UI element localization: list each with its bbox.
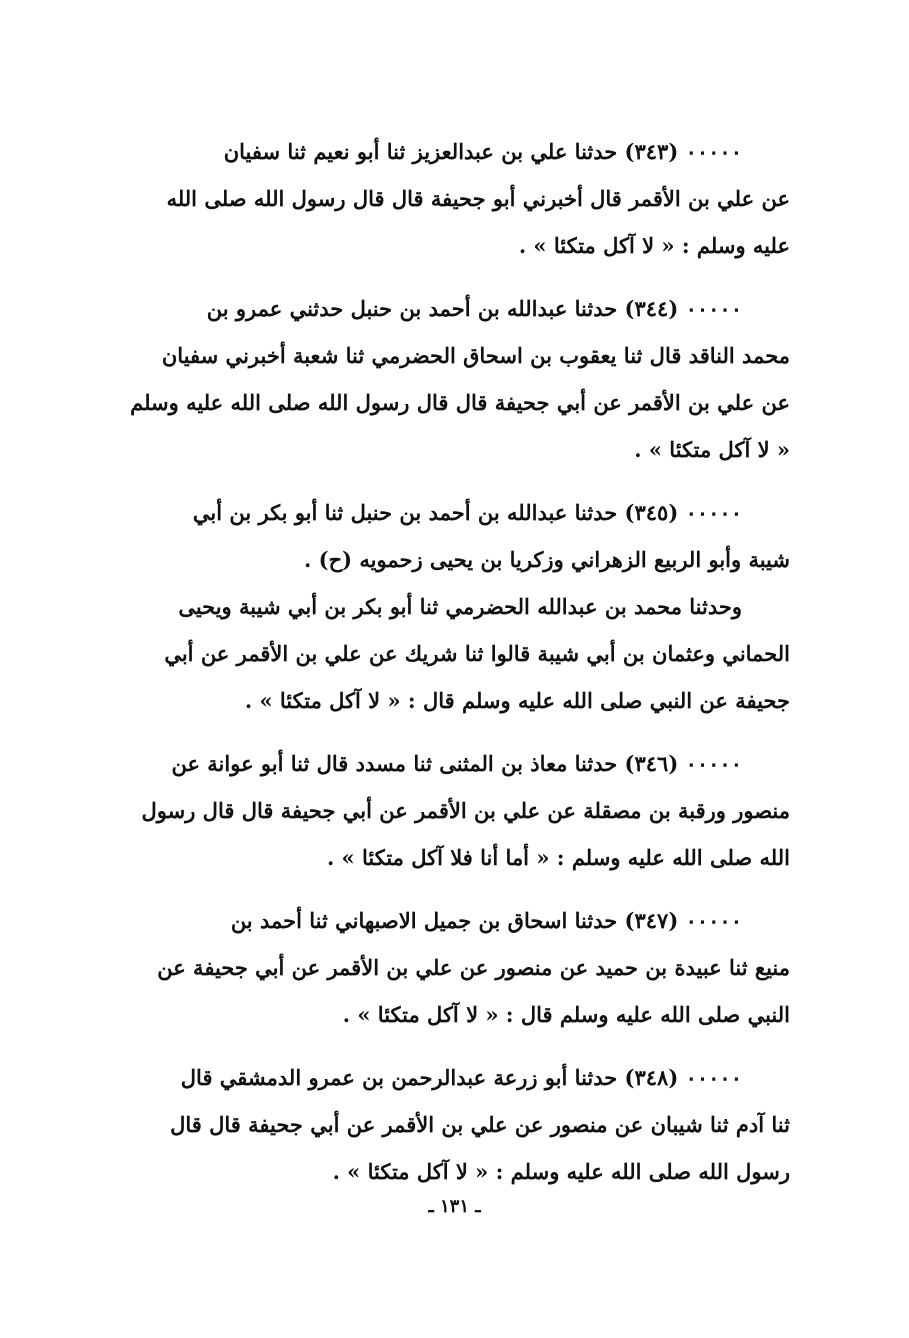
- text-line: عليه وسلم : « لا آكل متكئا » .: [518, 233, 790, 258]
- hadith-344: [70, 285, 790, 473]
- page-number: ـ ١٣١ ـ: [428, 1196, 481, 1217]
- text-line: النبي صلى الله عليه وسلم قال : « لا آكل متكئا » .: [342, 1002, 790, 1027]
- text-line: محمد الناقد قال ثنا يعقوب بن اسحاق الحضرمي ثنا شعبة أخبرني سفيان: [161, 343, 790, 368]
- text-line: منيع ثنا عبيدة بن حميد عن منصور عن علي بن الأقمر عن أبي جحيفة عن: [157, 955, 790, 980]
- hadith-346: [70, 740, 790, 881]
- text-line: ٠٠٠٠٠ (٣٤٧) حدثنا اسحاق بن جميل الاصبهاني ثنا أحمد بن: [230, 908, 742, 933]
- text-line: « لا آكل متكئا » .: [634, 437, 790, 462]
- hadith-345: [70, 489, 790, 724]
- text-line: جحيفة عن النبي صلى الله عليه وسلم قال : « لا آكل متكئا » .: [244, 688, 790, 713]
- text-line: الله صلى الله عليه وسلم : « أما أنا فلا آكل متكئا » .: [326, 845, 790, 870]
- text-line: ٠٠٠٠٠ (٣٤٨) حدثنا أبو زرعة عبدالرحمن بن عمرو الدمشقي قال: [180, 1065, 742, 1090]
- text-line: منصور ورقبة بن مصقلة عن علي بن الأقمر عن أبي جحيفة قال قال رسول: [141, 798, 790, 823]
- text-line: عن علي بن الأقمر قال أخبرني أبو جحيفة قال قال رسول الله صلى الله: [166, 186, 790, 211]
- text-line: ٠٠٠٠٠ (٣٤٣) حدثنا علي بن عبدالعزيز ثنا أبو نعيم ثنا سفيان: [223, 139, 742, 164]
- text-line: وحدثنا محمد بن عبدالله الحضرمي ثنا أبو بكر بن أبي شيبة ويحيى: [178, 594, 742, 619]
- text-line: رسول الله صلى الله عليه وسلم : « لا آكل متكئا » .: [332, 1159, 790, 1184]
- text-line: ٠٠٠٠٠ (٣٤٦) حدثنا معاذ بن المثنى ثنا مسدد قال ثنا أبو عوانة عن: [171, 751, 742, 776]
- text-line: ٠٠٠٠٠ (٣٤٥) حدثنا عبدالله بن أحمد بن حنبل ثنا أبو بكر بن أبي: [192, 500, 742, 525]
- text-line: شيبة وأبو الربيع الزهراني وزكريا بن يحيى زحمويه (ح) .: [304, 547, 790, 572]
- text-line: عن علي بن الأقمر عن أبي جحيفة قال قال رسول الله صلى الله عليه وسلم: [130, 390, 790, 415]
- hadith-348: [70, 1054, 790, 1195]
- text-line: الحماني وعثمان بن أبي شيبة قالوا ثنا شريك عن علي بن الأقمر عن أبي: [164, 641, 790, 666]
- hadith-343: [70, 128, 790, 269]
- text-line: ثنا آدم ثنا شيبان عن منصور عن علي بن الأقمر عن أبي جحيفة قال قال: [170, 1112, 790, 1137]
- page-body: [70, 128, 790, 1211]
- hadith-347: [70, 897, 790, 1038]
- text-line: ٠٠٠٠٠ (٣٤٤) حدثنا عبدالله بن أحمد بن حنبل حدثني عمرو بن: [206, 296, 742, 321]
